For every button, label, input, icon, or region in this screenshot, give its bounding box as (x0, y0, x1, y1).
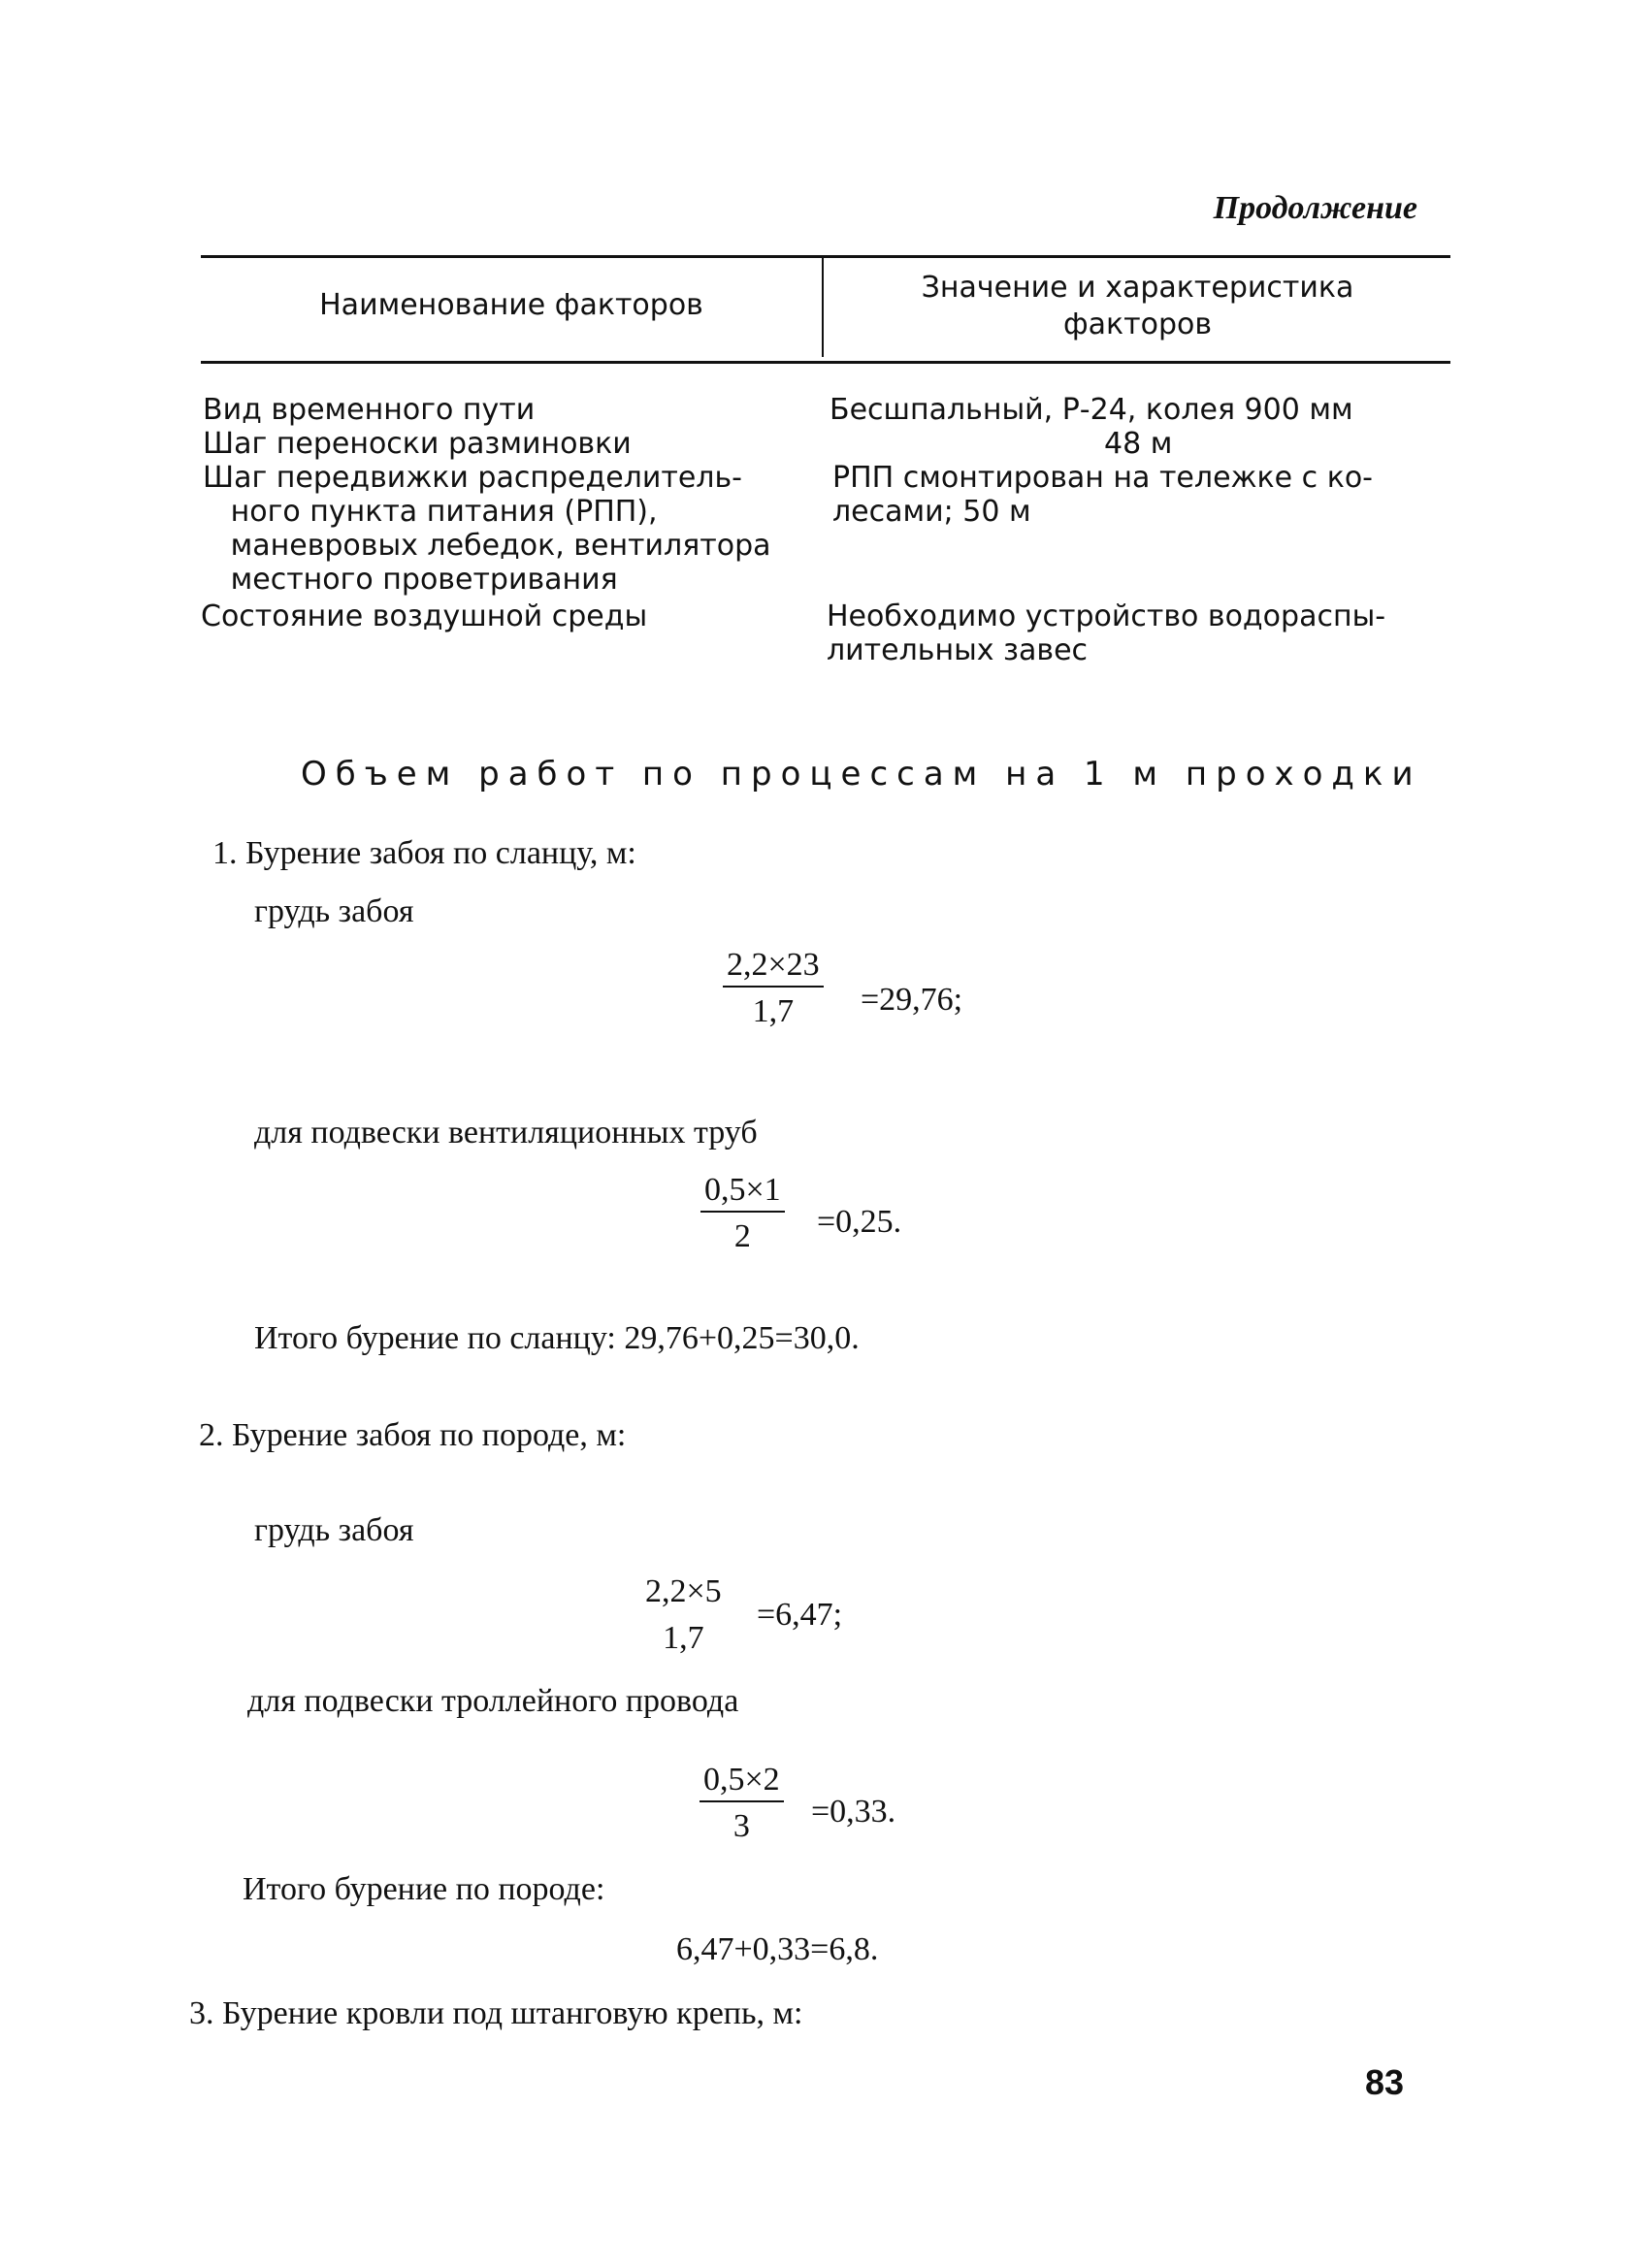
formula-2-fraction (700, 1172, 785, 1255)
formula-1-result: =29,76; (861, 982, 963, 1018)
formula-3-fraction (641, 1573, 726, 1657)
page-number: 83 (1364, 2062, 1404, 2102)
item-heading-2: 2. Бурение забоя по породе, м: (199, 1417, 627, 1453)
formula-4-result: =0,33. (811, 1794, 896, 1830)
total-line-2-value: 6,47+0,33=6,8. (676, 1931, 879, 1967)
text-line: для подвески троллейного провода (247, 1683, 739, 1719)
table-row-value: РПП смонтирован на тележке с ко- лесами; 50 м (832, 461, 1373, 529)
table-header-name: Наименование факторов (319, 288, 703, 322)
formula-denominator: 1,7 (663, 1620, 704, 1656)
formula-numerator: 2,2×5 (645, 1573, 722, 1609)
formula-denominator: 3 (732, 1808, 750, 1844)
table-row-name: Вид временного пути (203, 393, 536, 427)
text-line: грудь забоя (254, 893, 414, 929)
total-line-1: Итого бурение по сланцу: 29,76+0,25=30,0. (254, 1320, 860, 1356)
formula-2-result: =0,25. (817, 1204, 902, 1240)
formula-numerator: 0,5×2 (703, 1762, 780, 1798)
table-row-name: Шаг передвижки распределитель- ного пункта питания (РПП), маневровых лебедок, вентилятора местного проветривания (203, 461, 771, 597)
table-row-name: Состояние воздушной среды (201, 599, 648, 633)
formula-3-result: =6,47; (757, 1597, 843, 1633)
formula-4-fraction (700, 1762, 784, 1845)
item-heading-1: 1. Бурение забоя по сланцу, м: (212, 835, 636, 871)
total-line-2-label: Итого бурение по породе: (243, 1871, 605, 1907)
formula-denominator: 2 (733, 1218, 751, 1254)
text-line: грудь забоя (254, 1512, 414, 1548)
table-header-rule (201, 361, 1450, 364)
formula-numerator: 2,2×23 (727, 947, 820, 983)
continuation-label: Продолжение (1213, 190, 1417, 226)
formula-1-fraction (723, 947, 824, 1030)
table-row-value: Необходимо устройство водораспы- лительных завес (827, 599, 1386, 667)
section-title: Объем работ по процессам на 1 м проходки (301, 755, 1422, 794)
text-line: для подвески вентиляционных труб (254, 1115, 758, 1150)
table-row-name: Шаг переноски разминовки (203, 427, 632, 461)
table-header-divider (822, 258, 824, 357)
table-header-value: Значение и характеристика факторов (921, 271, 1354, 341)
table-row-value: Бесшпальный, Р-24, колея 900 мм (830, 393, 1353, 427)
formula-numerator: 0,5×1 (704, 1172, 781, 1208)
item-heading-3: 3. Бурение кровли под штанговую крепь, м: (189, 1995, 803, 2031)
formula-denominator: 1,7 (752, 993, 795, 1029)
table-row-value: 48 м (1104, 427, 1173, 461)
table-top-rule (201, 255, 1450, 258)
